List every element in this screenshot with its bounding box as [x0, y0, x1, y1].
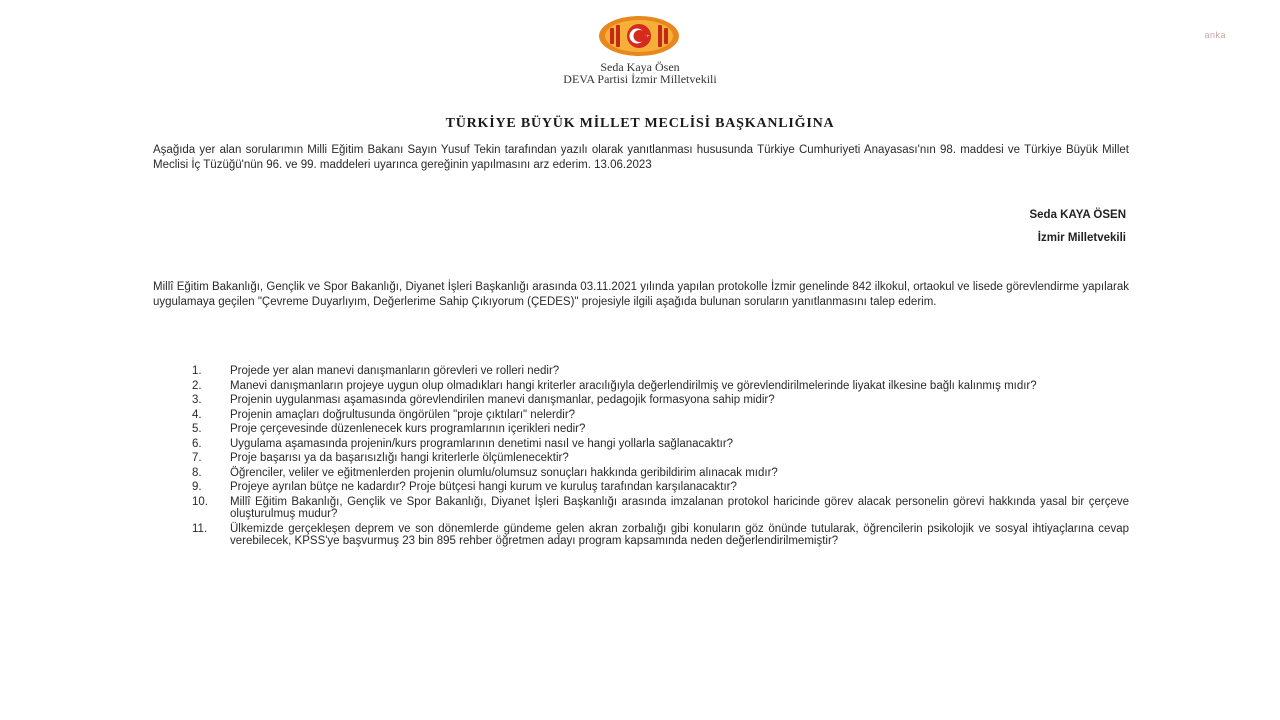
- watermark: anka: [1204, 30, 1226, 40]
- signature-name: Seda KAYA ÖSEN: [1029, 209, 1126, 221]
- question-number: 9.: [192, 481, 202, 493]
- question-item: [153, 365, 1129, 378]
- header-deputy-name: Seda Kaya Ösen: [600, 60, 680, 74]
- intro-paragraph: Aşağıda yer alan sorularımın Milli Eğitim Bakanı Sayın Yusuf Tekin tarafından yazılı olarak yanıtlanması hususunda Türkiye Cumhuriyeti Anayasası'nın 98. maddesi ve Türkiye Büyük Millet Meclisi İç Tüzüğü'nün 96. ve 99. maddeleri uyarınca gereğinin yapılmasını arz ederim. 13.06.2023: [153, 144, 1129, 171]
- question-number: 10.: [192, 495, 208, 508]
- question-item: [153, 394, 1129, 407]
- question-item: [153, 496, 1129, 521]
- tbmm-emblem-icon: [596, 14, 682, 58]
- question-text: Projenin amaçları doğrultusunda öngörülen "proje çıktıları" nelerdir?: [230, 408, 576, 421]
- question-number: 5.: [192, 423, 202, 435]
- question-item: [153, 467, 1129, 480]
- signature-role: İzmir Milletvekili: [1037, 232, 1126, 244]
- question-number: 8.: [192, 466, 202, 479]
- question-number: 1.: [192, 365, 202, 377]
- question-item: [153, 438, 1129, 451]
- questions-list: [153, 365, 1129, 550]
- question-text: Projeye ayrılan bütçe ne kadardır? Proje bütçesi hangi kurum ve kuruluş tarafından karşılanacaktır?: [230, 481, 737, 493]
- question-number: 2.: [192, 379, 202, 392]
- question-item: [153, 452, 1129, 465]
- question-number: 6.: [192, 437, 202, 450]
- document-title: TÜRKİYE BÜYÜK MİLLET MECLİSİ BAŞKANLIĞINA: [445, 116, 835, 131]
- question-text: Proje başarısı ya da başarısızlığı hangi kriterlerle ölçümlenecektir?: [230, 452, 569, 464]
- question-text: Projede yer alan manevi danışmanların görevleri ve rolleri nedir?: [230, 365, 560, 377]
- question-text: Millî Eğitim Bakanlığı, Gençlik ve Spor Bakanlığı, Diyanet İşleri Başkanlığı arasında imzalanan protokol haricinde görev alacak personelin görevi hakkında yasal bir çerçeve oluşturulmuş mudur?: [230, 495, 1129, 520]
- question-item: [153, 409, 1129, 422]
- question-number: 4.: [192, 408, 202, 421]
- question-number: 3.: [192, 394, 202, 406]
- question-item: [153, 523, 1129, 548]
- question-number: 11.: [192, 522, 208, 535]
- question-text: Proje çerçevesinde düzenlenecek kurs programlarının içerikleri nedir?: [230, 423, 586, 435]
- body-paragraph: Millî Eğitim Bakanlığı, Gençlik ve Spor Bakanlığı, Diyanet İşleri Başkanlığı arasında 03.11.2021 yılında yapılan protokolle İzmir genelinde 842 ilkokul, ortaokul ve lisede görevlendirme yapılarak uygulamaya geçilen "Çevreme Duyarlıyım, Değerlerime Sahip Çıkıyorum (ÇEDES)" projesiyle ilgili aşağıda bulunan soruların yanıtlanmasını talep ederim.: [153, 281, 1129, 308]
- question-item: [153, 380, 1129, 393]
- question-text: Projenin uygulanması aşamasında görevlendirilen manevi danışmanlar, pedagojik formasyona sahip midir?: [230, 394, 775, 406]
- question-item: [153, 481, 1129, 494]
- question-text: Uygulama aşamasında projenin/kurs programlarının denetimi nasıl ve hangi yollarla sağlanacaktır?: [230, 437, 734, 450]
- header-deputy-role: DEVA Partisi İzmir Milletvekili: [563, 72, 717, 86]
- question-text: Ülkemizde gerçekleşen deprem ve son dönemlerde gündeme gelen akran zorbalığı gibi konuların göz önünde tutularak, öğrencilerin psikolojik ve sosyal ihtiyaçlarına cevap verebilecek, KPSS'ye başvurmuş 23 bin 895 rehber öğretmen adayı program kapsamında neden değerlendirilmemiştir?: [230, 522, 1129, 547]
- question-number: 7.: [192, 452, 202, 464]
- question-text: Manevi danışmanların projeye uygun olup olmadıkları hangi kriterler aracılığıyla değerlendirilmiş ve görevlendirilmelerinde liyakat ilkesine bağlı kalınmış mıdır?: [230, 379, 1037, 392]
- question-text: Öğrenciler, veliler ve eğitmenlerden projenin olumlu/olumsuz sonuçları hakkında geribildirim alınacak mıdır?: [230, 466, 778, 479]
- question-item: [153, 423, 1129, 436]
